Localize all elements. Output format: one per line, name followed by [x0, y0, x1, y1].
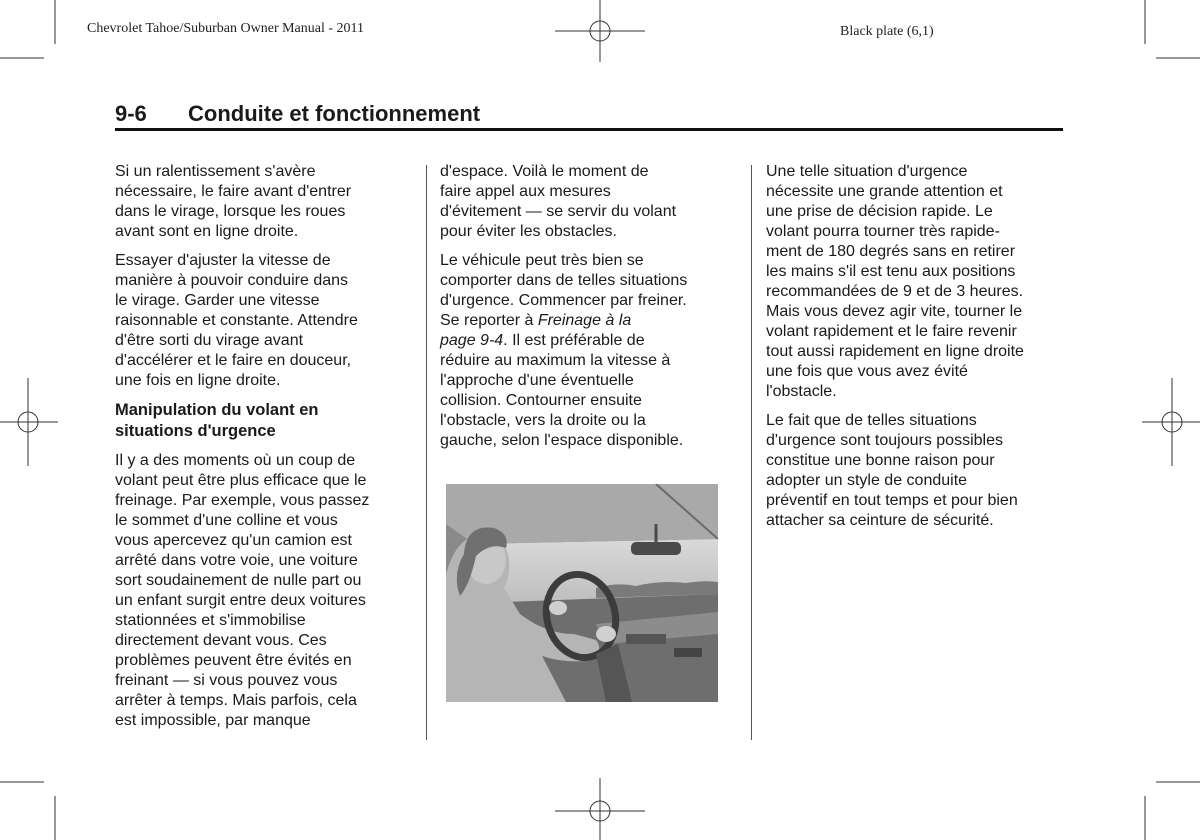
paragraph: Si un ralentissement s'avère nécessaire, le faire avant d'entrer dans le virage, lorsque les roues avant sont en ligne droite. [115, 163, 352, 240]
plate-label: Black plate (6,1) [840, 24, 934, 39]
column-divider [751, 165, 752, 740]
driver-illustration [446, 484, 718, 702]
paragraph: Essayer d'ajuster la vitesse de manière à pouvoir conduire dans le virage. Garder une vitesse raisonnable et constante. Attendre d'être sorti du virage avant d'accélérer et le faire en douceur, une fois en ligne droite. [115, 252, 358, 389]
registration-mark-top [555, 0, 645, 62]
cross-reference-link[interactable]: Freinage à la page 9-4 [440, 312, 632, 349]
section-number: 9-6 [115, 101, 147, 126]
section-title: Conduite et fonctionnement [188, 101, 481, 126]
registration-mark-right [1142, 378, 1200, 466]
column-divider [426, 165, 427, 740]
paragraph [440, 251, 740, 451]
column-3 [766, 162, 1066, 540]
paragraph: Le fait que de telles situations d'urgence sont toujours possibles constitue une bonne raison pour adopter un style de conduite préventif en tout temps et pour bien attacher sa ceinture de sécurité. [766, 412, 1018, 529]
paragraph: Il y a des moments où un coup de volant peut être plus efficace que le freinage. Par exemple, vous passez le sommet d'une colline et vous vous apercevez qu'un camion est arrêté dans votre voie, une voiture sort soudainement de nulle part ou un enfant surgit entre deux voitures stationnées et s'immobilise directement devant vous. Ces problèmes peuvent être évités en freinant — si vous pouvez vous arrêter à temps. Mais parfois, cela est impossible, par manque [115, 452, 370, 729]
registration-mark-left [0, 378, 58, 466]
paragraph: d'espace. Voilà le moment de faire appel aux mesures d'évitement — se servir du volant pour éviter les obstacles. [440, 163, 677, 240]
paragraph: Une telle situation d'urgence nécessite une grande attention et une prise de décision rapide. Le volant pourra tourner très rapide- ment de 180 degrés sans en retirer les mains s'il est tenu aux positions recommandées de 9 et de 3 heures. Mais vous devez agir vite, tourner le volant rapidement et le faire revenir tout aussi rapidement en ligne droite une fois que vous avez évité l'obstacle. [766, 163, 1024, 400]
text-run: . Il est préférable de réduire au maximum la vitesse à l'approche d'une éventuelle collision. Contourner ensuite l'obstacle, vers la droite ou la gauche, selon l'espace disponible. [440, 332, 684, 449]
text-run: Le véhicule peut très bien se comporter dans de telles situations d'urgence. Commencer par freiner. Se reporter à [440, 252, 688, 329]
column-1 [115, 162, 415, 740]
section-rule [115, 128, 1063, 131]
manual-title: Chevrolet Tahoe/Suburban Owner Manual - 2011 [87, 21, 365, 36]
subheading: Manipulation du volant en situations d'urgence [115, 401, 319, 440]
column-2 [440, 162, 740, 460]
registration-mark-bottom [555, 778, 645, 840]
